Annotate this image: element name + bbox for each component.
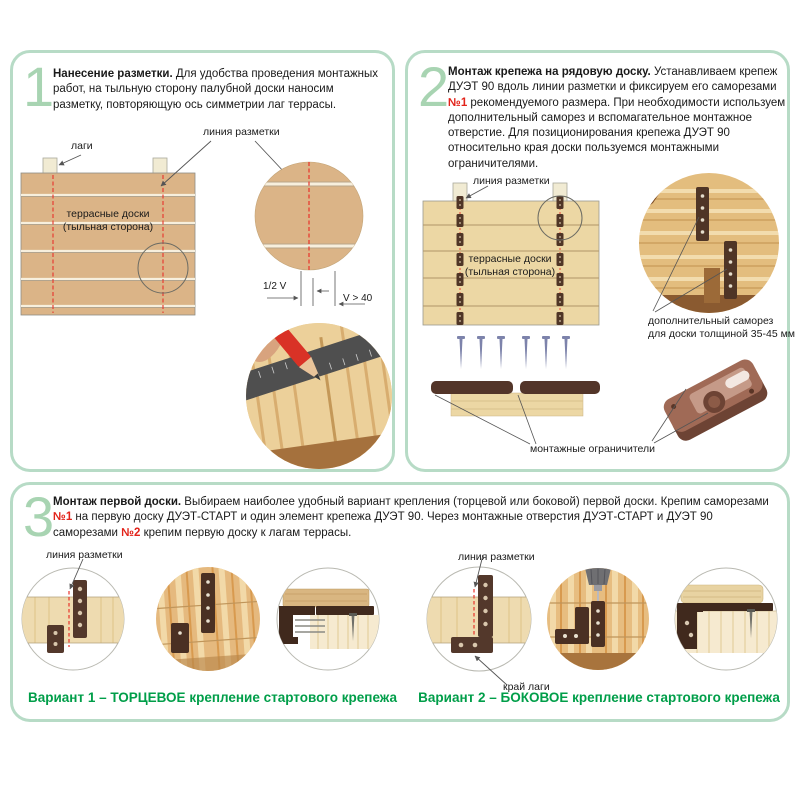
- panel-step-2: [405, 50, 796, 472]
- lags-leader-line: [59, 155, 81, 165]
- boards-label: террасные доски (тыльная сторона): [464, 253, 556, 278]
- step-2-text: Монтаж крепежа на рядовую доску. Устанавливаем крепеж ДУЭТ 90 вдоль линии разметки и фиксируем его саморезами №1 рекомендуемого размера. При необходимости используем дополнительный саморез и вспомагательное монтажное отверстие. Для позиционирования крепежа ДУЭТ 90 относительно края доски пользуемся монтажными ограничителями.: [448, 66, 786, 170]
- step-3-text: Монтаж первой доски. Выбираем наиболее удобный вариант крепления (торцевой или боковой) первой доски. Крепим саморезами №1 на первую доску ДУЭТ-СТАРТ и один элемент крепежа ДУЭТ 90. Через монтажные отверстия ДУЭТ-СТАРТ и ДУЭТ 90 саморезами №2 крепим первую доску к лагам террасы.: [53, 496, 769, 539]
- screw-no1-ref: №1: [448, 96, 468, 109]
- duet90-sideview: [316, 606, 374, 615]
- step-2-number: 2: [418, 55, 450, 118]
- limiters-label: монтажные ограничители: [530, 443, 656, 455]
- step-3-number: 3: [23, 485, 55, 548]
- pencil-marking-photo: [228, 306, 398, 473]
- step-1-title: Нанесение разметки.: [53, 68, 173, 80]
- markline-label: линия разметки: [203, 126, 280, 138]
- extra-screw-photo: [639, 173, 779, 315]
- mounting-limiters-sideview: [431, 381, 600, 444]
- screw-no1-ref: №1: [53, 511, 73, 524]
- variant1-circle-photo: [152, 556, 266, 683]
- markline-label-left: линия разметки: [46, 549, 123, 561]
- duet-start-clip: [171, 623, 189, 653]
- dim-half-label: 1/2 V: [263, 281, 287, 292]
- variant1-circle-sideview: [277, 568, 380, 670]
- boards-label: террасные доски (тыльная сторона): [62, 208, 154, 233]
- variant2-circle-photo: [545, 560, 653, 680]
- deck-board-diagram: [21, 173, 195, 315]
- duet-start-clip: [47, 625, 64, 653]
- screw-no2-ref: №2: [121, 526, 141, 539]
- markline-label-right: линия разметки: [458, 551, 535, 563]
- variant1-circle-diagram: [22, 559, 124, 670]
- markline-label: линия разметки: [473, 175, 550, 187]
- variant1-caption: Вариант 1 – ТОРЦЕВОЕ крепление стартового крепежа: [28, 690, 398, 705]
- step-3-title: Монтаж первой доски.: [53, 496, 182, 508]
- extra-screw-label: дополнительный саморез для доски толщиной 35-45 мм: [648, 315, 796, 340]
- clip-3d-render: [652, 343, 774, 459]
- variant2-caption: Вариант 2 – БОКОВОЕ крепление стартового крепежа: [418, 690, 780, 705]
- panel-step-3: [10, 482, 790, 722]
- variant2-circle-diagram: [427, 555, 531, 685]
- step-2-title: Монтаж крепежа на рядовую доску.: [448, 66, 651, 78]
- dim-v-label: V > 40: [343, 293, 373, 304]
- step-1-body: Для удобства проведения монтажных работ, на тыльную сторону палубной доски наносим разметку, повторяющую ось симметрии лаг террасы.: [53, 68, 379, 111]
- variant2-circle-sideview: [675, 568, 779, 670]
- markline-zoom-circle: [255, 162, 363, 270]
- screws-row: [457, 336, 570, 369]
- panel-step-1: [10, 50, 395, 472]
- step-1-number: 1: [23, 55, 55, 118]
- lag-edge-label: край лаги: [503, 681, 550, 693]
- duet-start-foot: [451, 637, 493, 653]
- step-1-illustration: [13, 138, 398, 473]
- step-1-text: [53, 67, 385, 113]
- markline-leader: [466, 186, 488, 198]
- lags-label: лаги: [71, 140, 93, 152]
